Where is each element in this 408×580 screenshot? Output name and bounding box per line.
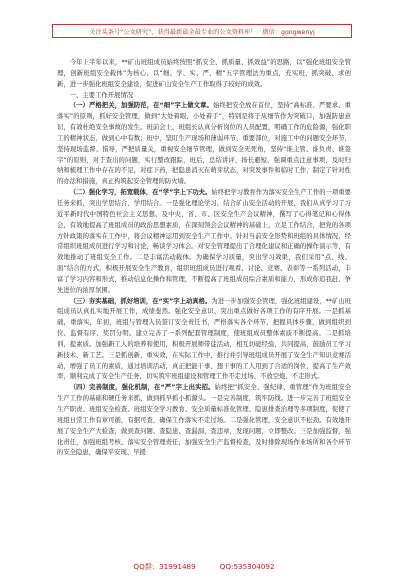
item-paragraph: [57, 383, 351, 459]
item-text: 始终把学习教育作为落实安全生产工作的一项重要任务来抓，突出学思结合、学用结合。一是强化理论学习，结合矿山安全活动的开展，我们从真学习了习近平新时代中国特色社会主义思想、及中央、省、市、区安全生产会议精神，撰写了心得笔记和心得体会，有效地提高了班组成员的政治思想素质，在深刻领会会议精神的基础上，立足工作结合，把党的各项方针政策的落实在工作中，将会议精神运用到安全生产工作中。针对当前安全形势和班组的具体情况，经常组织班组成员进行学习和讨论，畅谈学习体会。对安全管理提出了合理化建议和正确的操作演示等，有效地推动了班组安全工作。二是丰富活动载体。为确保学习质量，突出学习效果，我们采用“点、线、面”结合的方式，积极开展安全生产教育，组织班组成员进行观看、讨论、竞赛、表彰等一系列活动，丰富了学习内容和形式，推动信息化操作和管理，不断提高了班组成员综合素质和能力，形成你追我赶、争先进位的浓厚氛围。: [57, 189, 351, 294]
item-text: 始终把“抓安全、强纪律、重管理”作为班组安全生产工作的基础和硬任务来抓，做到抓早抓小抓源头。一是完善制度，筑牢防线。进一步完善了班组安全生产职责、班组安全检查、班组安全学习教育、安全质量标准化管理、隐患排查治理等多项制度，促使了班组日常工作有章可循，有据可查，确保工作落实不走过场。二是强化管理，安全意识不松劲。有效地开展了安全生产大检查，做到查问题、查隐患、查漏洞、查违章，发现问题，立即整改。三是加强监督，强化责任，加强班组考核、落实安全管理责任，加强安全生产监督检查，及时排除现场作业场所和各个环节的安全隐患，确保平安现、早援: [57, 384, 351, 457]
item-title: （三）夯实基础，抓好培训，在“实”字上动真格。: [69, 297, 212, 305]
item-text: 始终把安全放在首位，坚持“高标准、严要求、重落实”的原则，抓好安全管理，做到“大处着眼，小处着手”，特别是将于从细节作为突破口，加强防患意识，有效杜绝安全事故的发生。班前会上，班组长认真分析岗位的人员配置，明确工作的危险源，强化职工的精神状态，做到心中有数；班中，坚盯生产现场和薄弱环节、重要部位，对施工中的问题安全环节，坚持现场监督、指导，严把质量关，重视安全细节管理，做到安全无死角，坚持“谁主管、谁负责、谁签字”的原则，对于查出的问题，实行整改跟踪，班后，总结讲评，扬长避短，强调重点注意事项，及时归纳和梳理工作中存在的不足，对症下药，把隐患消灭在萌芽状态，对突发事件和临时工作，制定了针对性的办法和措施，真正构筑起安全管理的防火墙。: [57, 102, 351, 186]
item-title: （一）严格把关，加强防范，在“细”字上做文章。: [69, 102, 213, 110]
item-paragraph: [57, 101, 351, 188]
promo-banner[interactable]: [52, 24, 352, 38]
promo-banner-text: 关注头条号“公文研究”，获得最新最全最专业的公文资料库！: [89, 28, 257, 36]
item-title: （二）强化学习，拓宽载体，在“学”字上下功夫。: [69, 189, 212, 197]
section-heading: 一、主要工作开展情况: [69, 91, 134, 99]
footer-qq-group: QQ群：31991489: [133, 562, 196, 571]
footer-contact: [0, 562, 408, 574]
footer-qq: QQ:535304092: [219, 562, 275, 571]
intro-paragraph: 今年上半年以来，**矿山班组成员始终按照“抓安全、抓质量、抓效益”的思路，以“强化班组安全管理，创新班组安全载体”为核心，以“细、学、实、严、精”五字管理法为重点，充实班、抓突破、求创新，进一步强化班组安全建设，促进矿山安全生产工作取得了较好的成效。: [57, 59, 351, 88]
item-text: 为进一步加强安全管理，强化班组建设，**矿山班组成员认真扎实地开展工作，成绩斐然。强化安全意识、突出重点做好各项工作的有序开展。一是抓基础，重落实，年初，班组与管理人员签订安全责任书，严格落实各个环节，把握具体步骤，做到组织到位、监督有序、奖罚分明。建立完善了一系列配套管理制度，使班组成员整体素质不断提高。二是抓培训，提素质。加强新工人的培养和使用，积极开展师带徒活动，相互切磋经验，共同提高，鼓励员工学习新技术、新工艺。三是抓创新，重实效，在实际工作中，推行并引导班组成员开展了安全生产知识竞赛活动，增强了员工的素质，通过培训活动，真正把能干事、想干事的工人用到了合适的岗位，提高了生产效率，顺利完成了安全生产任务，切实筑牢班组建设和管理工作不走过场、不放空炮、不走形式。: [57, 297, 351, 381]
item-paragraph: [57, 297, 351, 384]
promo-banner-wechat: 微信：gongwenyj: [262, 28, 315, 36]
item-title: （四）完善制度，强化机制，在“严”字上出实招。: [69, 384, 215, 392]
document-body: [57, 58, 351, 558]
item-paragraph: [57, 188, 351, 296]
